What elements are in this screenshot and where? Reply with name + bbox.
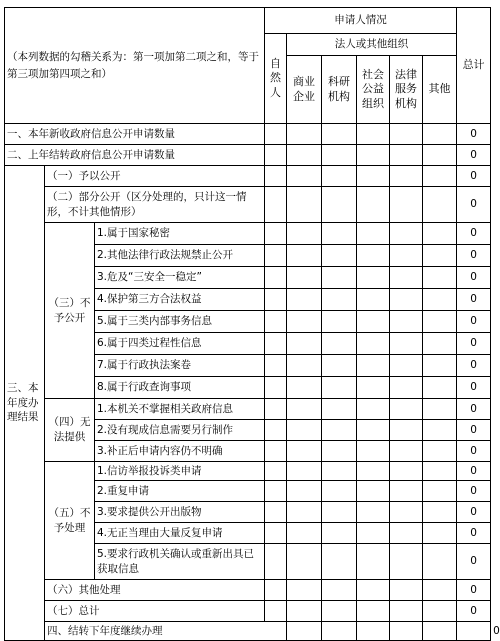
col-business: 商业企业 — [287, 56, 322, 124]
table-row: 四、结转下年度继续办理 0 — [5, 622, 491, 641]
row-label: 1.信访举报投诉类申请 — [95, 462, 265, 481]
row-label: （二）部分公开（区分处理的，只计这一情形，不计其他情形） — [45, 187, 265, 223]
row-label: 8.属于行政查询事项 — [95, 377, 265, 399]
total-value: 0 — [457, 601, 491, 622]
total-value: 0 — [457, 441, 491, 462]
total-value: 0 — [457, 311, 491, 333]
table-row — [5, 399, 491, 420]
total-value: 0 — [457, 523, 491, 544]
row-label: 4.保护第三方合法权益 — [95, 289, 265, 311]
row-label: 7.属于行政执法案卷 — [95, 355, 265, 377]
table-row — [5, 187, 491, 223]
table-row — [5, 223, 491, 245]
row-label: 2.重复申请 — [95, 481, 265, 502]
total-value: 0 — [457, 267, 491, 289]
legal-group-header: 法人或其他组织 — [287, 34, 457, 56]
row-label: 2.其他法律行政法规禁止公开 — [95, 245, 265, 267]
row-label: 6.属于四类过程性信息 — [95, 333, 265, 355]
col-legal-services: 法律服务机构 — [390, 56, 423, 124]
total-value: 0 — [457, 333, 491, 355]
section-3-label: 三、本年度办理结果 — [5, 166, 45, 641]
total-value: 0 — [457, 187, 491, 223]
table-row — [5, 462, 491, 481]
total-value: 0 — [457, 166, 491, 187]
row-label: 3.补正后申请内容仍不明确 — [95, 441, 265, 462]
total-value: 0 — [457, 481, 491, 502]
group-label: （五）不予处理 — [45, 462, 95, 580]
col-research: 科研机构 — [322, 56, 357, 124]
total-value: 0 — [457, 355, 491, 377]
total-value: 0 — [457, 245, 491, 267]
total-value: 0 — [457, 420, 491, 441]
group-label: （三）不予公开 — [45, 223, 95, 399]
table-row — [5, 145, 491, 166]
total-value: 0 — [457, 462, 491, 481]
intro-note: （本列数据的勾稽关系为：第一项加第二项之和，等于第三项加第四项之和） — [5, 8, 265, 124]
total-value: 0 — [457, 544, 491, 580]
col-public-welfare: 社会公益组织 — [357, 56, 390, 124]
disclosure-statistics-table — [4, 7, 500, 641]
total-value: 0 — [457, 377, 491, 399]
total-value: 0 — [457, 580, 491, 601]
col-other: 其他 — [423, 56, 457, 124]
table-row — [5, 124, 491, 145]
table-row — [5, 166, 491, 187]
row-label: 二、上年结转政府信息公开申请数量 — [5, 145, 265, 166]
natural-person-header: 自然人 — [265, 34, 287, 124]
row-label: 4.无正当理由大量反复申请 — [95, 523, 265, 544]
row-label: 5.要求行政机关确认或重新出具已获取信息 — [95, 544, 265, 580]
applicant-group-header: 申请人情况 — [265, 8, 457, 34]
table-row — [5, 601, 491, 622]
total-value: 0 — [457, 223, 491, 245]
row-label: 1.本机关不掌握相关政府信息 — [95, 399, 265, 420]
row-label: 1.属于国家秘密 — [95, 223, 265, 245]
row-label: 一、本年新收政府信息公开申请数量 — [5, 124, 265, 145]
row-label: 5.属于三类内部事务信息 — [95, 311, 265, 333]
group-label: （四）无法提供 — [45, 399, 95, 462]
row-label: 3.要求提供公开出版物 — [95, 502, 265, 523]
total-value: 0 — [457, 502, 491, 523]
row-label: 四、结转下年度继续办理 — [45, 622, 287, 641]
total-value: 0 — [457, 399, 491, 420]
row-label: 3.危及“三安全一稳定” — [95, 267, 265, 289]
total-value: 0 — [457, 145, 491, 166]
table-row — [5, 580, 491, 601]
total-value: 0 — [457, 124, 491, 145]
row-label: 2.没有现成信息需要另行制作 — [95, 420, 265, 441]
row-label: （六）其他处理 — [45, 580, 265, 601]
total-value: 0 — [457, 289, 491, 311]
total-header: 总计 — [457, 8, 491, 124]
row-label: （一）予以公开 — [45, 166, 265, 187]
row-label: （七）总计 — [45, 601, 265, 622]
